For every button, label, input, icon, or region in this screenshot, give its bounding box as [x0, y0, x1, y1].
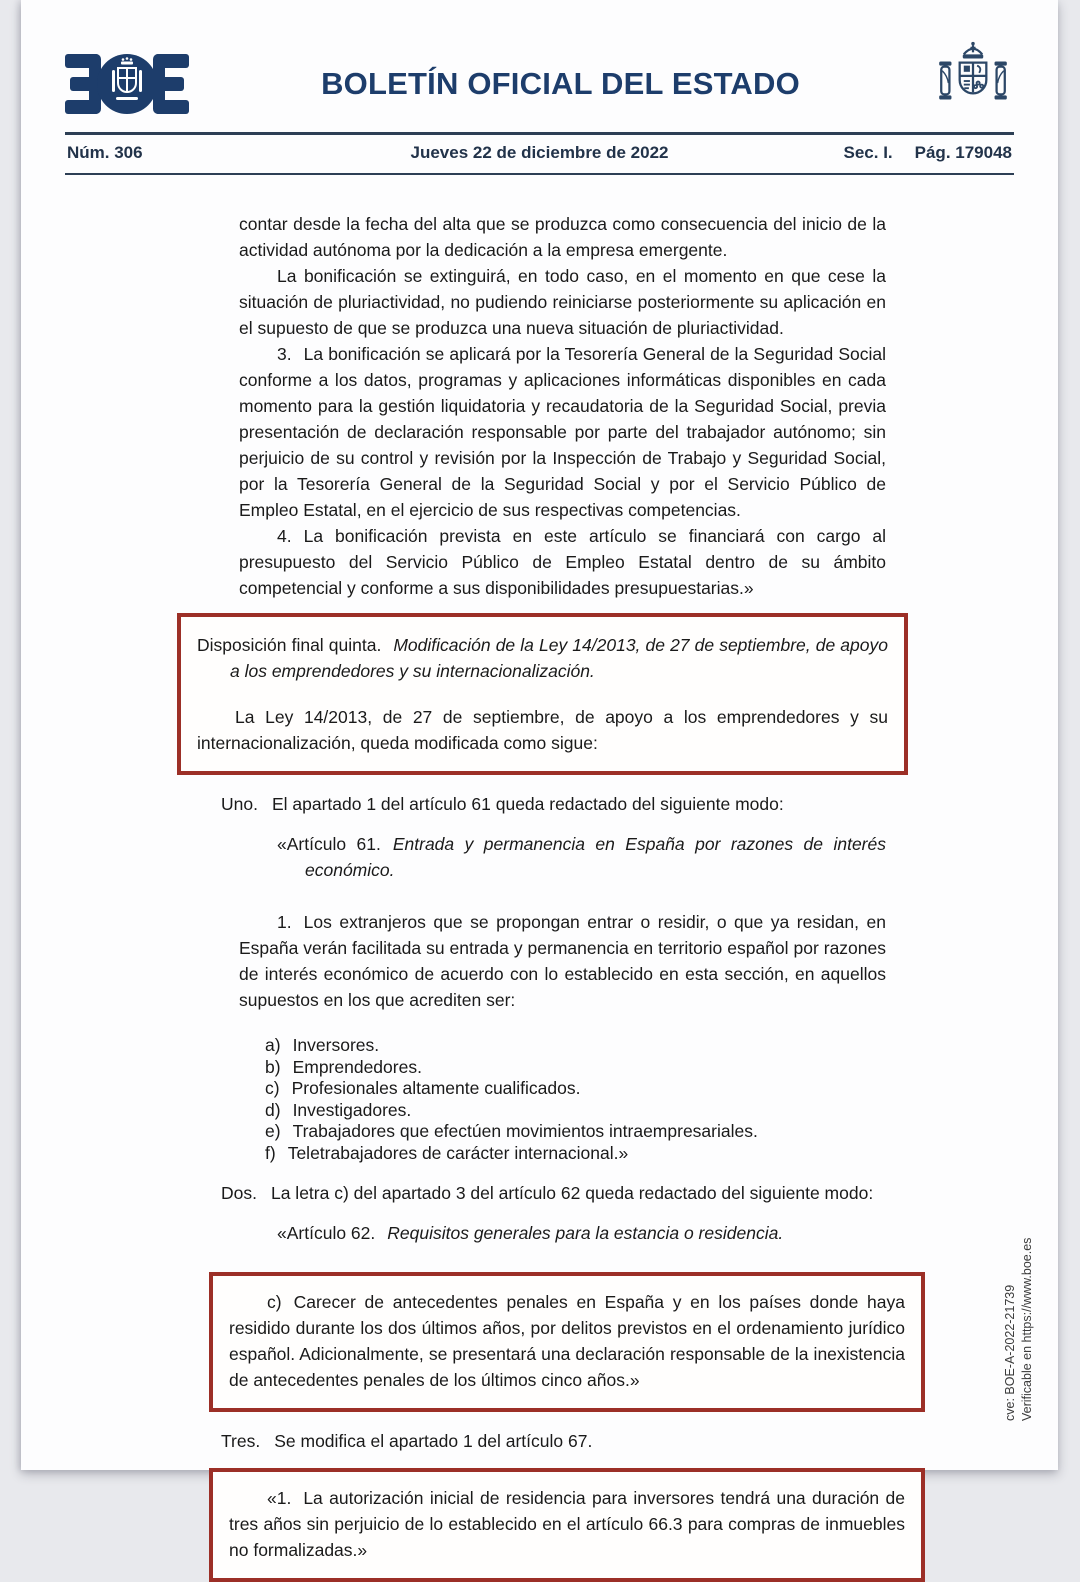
boe-logo-icon [65, 52, 189, 116]
paragraph-label: c) [267, 1292, 282, 1312]
issue-number: Núm. 306 [67, 143, 143, 162]
paragraph-label: a) [265, 1035, 281, 1055]
paragraph: Dos. La letra c) del apartado 3 del artículo 62 queda redactado del siguiente modo: [221, 1183, 874, 1203]
article-heading [277, 1220, 886, 1246]
heading-italic-title: Requisitos generales para la estancia o residencia. [387, 1223, 784, 1243]
list-item: a) Inversores. [265, 1035, 380, 1055]
paragraph: 4. La bonificación prevista en este artículo se financiará con cargo al presupuesto del Servicio Público de Empleo Estatal dentro de su ámbito competencial y conforme a sus disponibilidades presupuestarias.» [239, 526, 886, 598]
cve-code: cve: BOE-A-2022-21739 [1003, 1284, 1017, 1421]
list-item: d) Investigadores. [265, 1099, 412, 1120]
paragraph-label: 1. [277, 912, 292, 932]
list-item: b) Emprendedores. [265, 1056, 422, 1077]
highlight-box [209, 1468, 925, 1582]
paragraph: La bonificación se extinguirá, en todo caso, en el momento en que cese la situación de pluriactividad, no pudiendo reiniciarse posteriormente su aplicación en el supuesto de que se produzca una nueva situación de pluriactividad. [239, 266, 886, 338]
document-page [21, 0, 1058, 1560]
paragraph: Tres. Se modifica el apartado 1 del artículo 67. [221, 1431, 593, 1451]
coat-of-arms-icon [932, 47, 1014, 121]
issue-date: Jueves 22 de diciembre de 2022 [410, 143, 669, 162]
highlight-box [209, 1272, 925, 1412]
heading-italic-title: Entrada y permanencia en España por razones de interés económico. [305, 834, 886, 880]
paragraph-label: e) [265, 1121, 281, 1141]
list-item: f) Teletrabajadores de carácter internacional.» [265, 1142, 629, 1163]
section-label: Sec. I. [843, 143, 893, 162]
paragraph-label: 3. [277, 344, 292, 364]
cve-vertical-text [1002, 1121, 1036, 1421]
paragraph: contar desde la fecha del alta que se produzca como consecuencia del inicio de la actividad autónoma por la dedicación a la empresa emergente. [239, 214, 886, 260]
page-number: Pág. 179048 [914, 143, 1012, 162]
paragraph-label: c) [265, 1078, 280, 1098]
heading-italic-title: Modificación de la Ley 14/2013, de 27 de septiembre, de apoyo a los emprendedores y su internacionalización. [230, 635, 888, 681]
verify-url: Verificable en https://www.boe.es [1020, 1237, 1034, 1421]
masthead-title: BOLETÍN OFICIAL DEL ESTADO [321, 66, 800, 101]
paragraph-label: Dos. [221, 1183, 257, 1203]
article-heading [277, 831, 886, 883]
paragraph-label: d) [265, 1099, 281, 1120]
paragraph-label: b) [265, 1056, 281, 1077]
highlight-box [177, 613, 908, 775]
paragraph-label: Uno. [221, 794, 258, 814]
article-heading [197, 632, 888, 684]
paragraph: 1. Los extranjeros que se propongan entrar o residir, o que ya residan, en España verán facilitada su entrada y permanencia en territorio español por razones de interés económico de acuerdo con lo establecido en esta sección, en aquellos supuestos en los que acrediten ser: [239, 912, 886, 1010]
paragraph: «1. La autorización inicial de residencia para inversores tendrá una duración de tres años sin perjuicio de lo establecido en el artículo 66.3 para compras de inmuebles no formalizadas.» [229, 1488, 905, 1560]
paragraph-label: Tres. [221, 1431, 261, 1451]
masthead-meta-bar [65, 132, 1014, 175]
paragraph: 3. La bonificación se aplicará por la Tesorería General de la Seguridad Social conforme a los datos, programas y aplicaciones informáticas disponibles en cada momento para la gestión liquidatoria y recaudatoria de la Seguridad Social, previa presentación de declaración responsable por parte del trabajador autónomo; sin perjuicio de su control y revisión por la Inspección de Trabajo y Seguridad Social, por la Tesorería General de la Seguridad Social y por el Servicio Público de Empleo Estatal, en el ejercicio de sus respectivas competencias. [239, 344, 886, 520]
paragraph-label: «Artículo 61. [277, 834, 381, 854]
masthead [21, 0, 1058, 126]
list-item: e) Trabajadores que efectúen movimientos intraempresariales. [265, 1121, 758, 1141]
document-body [177, 211, 925, 1582]
paragraph: c) Carecer de antecedentes penales en España y en los países donde haya residido durante los dos últimos años, por delitos previstos en el ordenamiento jurídico español. Adicionalmente, se presentará una declaración responsable de la inexistencia de antecedentes penales de los últimos cinco años.» [229, 1292, 905, 1390]
paragraph: Uno. El apartado 1 del artículo 61 queda redactado del siguiente modo: [221, 794, 784, 814]
paragraph-label: 4. [277, 526, 292, 546]
paragraph: La Ley 14/2013, de 27 de septiembre, de apoyo a los emprendedores y su internacionalización, queda modificada como sigue: [197, 707, 888, 753]
list-item: c) Profesionales altamente cualificados. [265, 1078, 581, 1098]
paragraph-label: «Artículo 62. [277, 1223, 376, 1243]
lettered-list [265, 1035, 925, 1164]
paragraph-label: f) [265, 1142, 276, 1163]
paragraph-label: Disposición final quinta. [197, 635, 382, 655]
paragraph-label: «1. [267, 1488, 292, 1508]
